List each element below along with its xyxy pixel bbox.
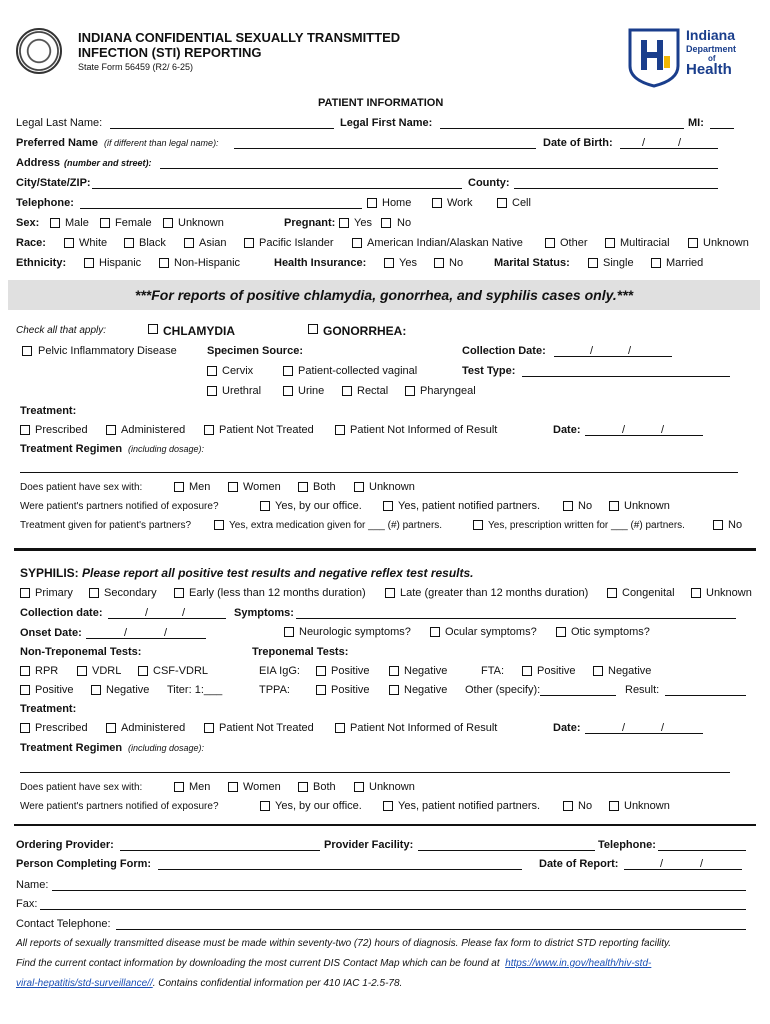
positive-cases-banner: ***For reports of positive chlamydia, gonorrhea, and syphilis cases only.*** bbox=[8, 280, 760, 310]
tppa-negative-label: Negative bbox=[404, 684, 448, 696]
other-specify-field[interactable] bbox=[540, 695, 616, 696]
result-field[interactable] bbox=[665, 695, 746, 696]
syph-otic-label: Otic symptoms? bbox=[571, 626, 650, 638]
pregnant-label: Pregnant: bbox=[284, 217, 336, 229]
patient-info-heading: PATIENT INFORMATION bbox=[318, 97, 444, 109]
provider-facility-field[interactable] bbox=[418, 850, 595, 851]
cg-administered-label: Administered bbox=[121, 424, 186, 436]
tppa-positive-label: Positive bbox=[331, 684, 370, 696]
syph-sex-women-checkbox[interactable] bbox=[228, 782, 238, 792]
person-completing-field[interactable] bbox=[158, 869, 522, 870]
marital-single-label: Single bbox=[603, 257, 634, 269]
sex-unknown-checkbox[interactable] bbox=[163, 218, 173, 228]
cg-sex-with-label: Does patient have sex with: bbox=[20, 482, 143, 493]
race-other-checkbox[interactable] bbox=[545, 238, 555, 248]
race-asian-label: Asian bbox=[199, 237, 227, 249]
county-label: County: bbox=[468, 177, 510, 189]
race-label: Race: bbox=[16, 237, 46, 249]
syph-secondary-checkbox[interactable] bbox=[89, 588, 99, 598]
nt-positive-checkbox[interactable] bbox=[20, 685, 30, 695]
insurance-yes-label: Yes bbox=[399, 257, 417, 269]
race-multiracial-checkbox[interactable] bbox=[605, 238, 615, 248]
sex-female-checkbox[interactable] bbox=[100, 218, 110, 228]
name-field[interactable] bbox=[52, 890, 746, 891]
cg-treatment-date-field[interactable] bbox=[585, 435, 703, 436]
syph-secondary-label: Secondary bbox=[104, 587, 157, 599]
syph-primary-checkbox[interactable] bbox=[20, 588, 30, 598]
cg-rx-written-label: Yes, prescription written for ___ (#) partners. bbox=[488, 520, 685, 531]
syph-regimen-note: (including dosage): bbox=[128, 743, 205, 753]
cg-treatment-given-label: Treatment given for patient's partners? bbox=[20, 520, 192, 531]
rpr-label: RPR bbox=[35, 665, 59, 677]
race-white-label: White bbox=[79, 237, 108, 249]
cg-notified-patient-label: Yes, patient notified partners. bbox=[398, 500, 541, 512]
section-divider bbox=[14, 548, 756, 551]
city-state-zip-label: City/State/ZIP: bbox=[16, 177, 91, 189]
chlamydia-checkbox[interactable] bbox=[148, 324, 158, 334]
nt-positive-label: Positive bbox=[35, 684, 74, 696]
sex-female-label: Female bbox=[115, 217, 152, 229]
cg-partners-notified-label: Were patient's partners notified of exposure? bbox=[20, 501, 219, 512]
fax-label: Fax: bbox=[16, 898, 38, 910]
eia-label: EIA IgG: bbox=[259, 665, 300, 677]
cg-notified-office-label: Yes, by our office. bbox=[275, 500, 362, 512]
race-unknown-checkbox[interactable] bbox=[688, 238, 698, 248]
result-label: Result: bbox=[625, 684, 660, 696]
phone-home-label: Home bbox=[382, 197, 412, 209]
syph-late-checkbox[interactable] bbox=[385, 588, 395, 598]
specimen-cervix-checkbox[interactable] bbox=[207, 366, 217, 376]
cg-not-informed-checkbox[interactable] bbox=[335, 425, 345, 435]
cg-rx-written-checkbox[interactable] bbox=[473, 520, 483, 530]
phone-cell-checkbox[interactable] bbox=[497, 198, 507, 208]
footer-notice-line2: Find the current contact information by downloading the most current DIS Contact Map which can be found at https://www.in.gov/health/hiv-std- bbox=[16, 958, 652, 969]
syph-notified-no-checkbox[interactable] bbox=[563, 801, 573, 811]
syph-unknown-checkbox[interactable] bbox=[691, 588, 701, 598]
syph-notified-patient-label: Yes, patient notified partners. bbox=[398, 800, 541, 812]
syph-notified-no-label: No bbox=[578, 800, 593, 812]
cg-treatment-label: Treatment: bbox=[20, 405, 77, 417]
syph-neurologic-checkbox[interactable] bbox=[284, 627, 294, 637]
cg-notified-unknown-checkbox[interactable] bbox=[609, 501, 619, 511]
specimen-rectal-label: Rectal bbox=[357, 385, 389, 397]
syph-administered-label: Administered bbox=[121, 722, 186, 734]
logo-text-indiana: Indiana bbox=[686, 27, 736, 43]
cg-prescribed-label: Prescribed bbox=[35, 424, 88, 436]
specimen-rectal-checkbox[interactable] bbox=[342, 386, 352, 396]
syph-primary-label: Primary bbox=[35, 587, 73, 599]
csf-vdrl-label: CSF-VDRL bbox=[153, 665, 209, 677]
syph-unknown-label: Unknown bbox=[706, 587, 752, 599]
cg-notified-unknown-label: Unknown bbox=[624, 500, 670, 512]
ethnicity-hispanic-label: Hispanic bbox=[99, 257, 142, 269]
preferred-name-note: (if different than legal name): bbox=[104, 138, 219, 148]
section-divider-2 bbox=[14, 824, 756, 826]
nt-negative-label: Negative bbox=[106, 684, 150, 696]
legal-last-name-label: Legal Last Name: bbox=[16, 117, 103, 129]
health-insurance-label: Health Insurance: bbox=[274, 257, 367, 269]
syph-notified-patient-checkbox[interactable] bbox=[383, 801, 393, 811]
sex-male-label: Male bbox=[65, 217, 89, 229]
race-black-checkbox[interactable] bbox=[124, 238, 134, 248]
syph-notified-office-label: Yes, by our office. bbox=[275, 800, 362, 812]
contact-telephone-field[interactable] bbox=[116, 929, 746, 930]
syph-sex-unknown-checkbox[interactable] bbox=[354, 782, 364, 792]
dis-contact-map-link-cont[interactable]: viral-hepatitis/std-surveillance// bbox=[16, 978, 153, 989]
health-department-logo bbox=[626, 26, 748, 88]
race-white-checkbox[interactable] bbox=[64, 238, 74, 248]
cg-notified-patient-checkbox[interactable] bbox=[383, 501, 393, 511]
cg-sex-both-checkbox[interactable] bbox=[298, 482, 308, 492]
preferred-name-label: Preferred Name bbox=[16, 137, 98, 149]
tppa-negative-checkbox[interactable] bbox=[389, 685, 399, 695]
fta-positive-label: Positive bbox=[537, 665, 576, 677]
city-state-zip-field[interactable] bbox=[92, 188, 462, 189]
non-treponemal-label: Non-Treponemal Tests: bbox=[20, 646, 142, 658]
pid-label: Pelvic Inflammatory Disease bbox=[38, 345, 177, 357]
sex-unknown-label: Unknown bbox=[178, 217, 224, 229]
other-specify-label: Other (specify): bbox=[465, 684, 541, 696]
cg-treatment-no-label: No bbox=[728, 519, 743, 531]
syph-congenital-checkbox[interactable] bbox=[607, 588, 617, 598]
check-all-label: Check all that apply: bbox=[16, 325, 107, 336]
cg-notified-no-checkbox[interactable] bbox=[563, 501, 573, 511]
syph-otic-checkbox[interactable] bbox=[556, 627, 566, 637]
provider-telephone-field[interactable] bbox=[658, 850, 746, 851]
syph-neurologic-label: Neurologic symptoms? bbox=[299, 626, 411, 638]
gonorrhea-label: GONORRHEA: bbox=[323, 324, 407, 338]
ordering-provider-label: Ordering Provider: bbox=[16, 839, 114, 851]
eia-positive-checkbox[interactable] bbox=[316, 666, 326, 676]
cg-sex-unknown-label: Unknown bbox=[369, 481, 415, 493]
date-of-report-label: Date of Report: bbox=[539, 858, 619, 870]
syph-not-informed-checkbox[interactable] bbox=[335, 723, 345, 733]
cg-regimen-field[interactable] bbox=[20, 472, 738, 473]
pregnant-no-checkbox[interactable] bbox=[381, 218, 391, 228]
specimen-pharyngeal-label: Pharyngeal bbox=[420, 385, 476, 397]
fta-label: FTA: bbox=[481, 665, 505, 677]
cg-regimen-note: (including dosage): bbox=[128, 444, 205, 454]
county-field[interactable] bbox=[514, 188, 718, 189]
syph-notified-unknown-label: Unknown bbox=[624, 800, 670, 812]
syph-sex-unknown-label: Unknown bbox=[369, 781, 415, 793]
specimen-urine-label: Urine bbox=[298, 385, 325, 397]
specimen-vaginal-checkbox[interactable] bbox=[283, 366, 293, 376]
cg-treatment-date-label: Date: bbox=[553, 424, 581, 436]
race-unknown-label: Unknown bbox=[703, 237, 749, 249]
syph-notified-unknown-checkbox[interactable] bbox=[609, 801, 619, 811]
phone-home-checkbox[interactable] bbox=[367, 198, 377, 208]
cg-prescribed-checkbox[interactable] bbox=[20, 425, 30, 435]
insurance-no-label: No bbox=[449, 257, 464, 269]
test-type-field[interactable] bbox=[522, 376, 730, 377]
pregnant-no-label: No bbox=[397, 217, 412, 229]
specimen-vaginal-label: Patient-collected vaginal bbox=[298, 365, 418, 377]
vdrl-checkbox[interactable] bbox=[77, 666, 87, 676]
form-number: State Form 56459 (R2/ 6-25) bbox=[78, 62, 194, 72]
logo-text-department: Department bbox=[686, 44, 737, 54]
tppa-positive-checkbox[interactable] bbox=[316, 685, 326, 695]
provider-telephone-label: Telephone: bbox=[598, 839, 656, 851]
cg-collection-date-field[interactable] bbox=[554, 356, 672, 357]
race-american-indian-label: American Indian/Alaskan Native bbox=[367, 237, 523, 249]
address-label: Address bbox=[16, 157, 61, 169]
titer-label: Titer: 1:___ bbox=[167, 684, 223, 696]
marital-single-checkbox[interactable] bbox=[588, 258, 598, 268]
telephone-label: Telephone: bbox=[16, 197, 74, 209]
cg-not-treated-label: Patient Not Treated bbox=[219, 424, 314, 436]
logo-text-health: Health bbox=[686, 61, 732, 78]
pregnant-yes-checkbox[interactable] bbox=[339, 218, 349, 228]
pregnant-yes-label: Yes bbox=[354, 217, 372, 229]
specimen-cervix-label: Cervix bbox=[222, 365, 254, 377]
cg-extra-med-label: Yes, extra medication given for ___ (#) partners. bbox=[229, 520, 443, 531]
cg-extra-med-checkbox[interactable] bbox=[214, 520, 224, 530]
dob-field[interactable] bbox=[620, 148, 718, 149]
treponemal-label: Treponemal Tests: bbox=[252, 646, 349, 658]
cg-sex-women-label: Women bbox=[243, 481, 281, 493]
syph-treatment-label: Treatment: bbox=[20, 703, 77, 715]
telephone-field[interactable] bbox=[80, 208, 362, 209]
syph-onset-date-field[interactable] bbox=[86, 638, 206, 639]
mi-field[interactable] bbox=[710, 128, 734, 129]
phone-work-checkbox[interactable] bbox=[432, 198, 442, 208]
syph-prescribed-label: Prescribed bbox=[35, 722, 88, 734]
ethnicity-non-hispanic-label: Non-Hispanic bbox=[174, 257, 241, 269]
cg-sex-unknown-checkbox[interactable] bbox=[354, 482, 364, 492]
cg-not-treated-checkbox[interactable] bbox=[204, 425, 214, 435]
cg-sex-women-checkbox[interactable] bbox=[228, 482, 238, 492]
syph-collection-date-label: Collection date: bbox=[20, 607, 103, 619]
address-note: (number and street): bbox=[64, 158, 152, 168]
syph-treatment-date-field[interactable] bbox=[585, 733, 703, 734]
specimen-urethral-checkbox[interactable] bbox=[207, 386, 217, 396]
syph-administered-checkbox[interactable] bbox=[106, 723, 116, 733]
fta-negative-checkbox[interactable] bbox=[593, 666, 603, 676]
syph-early-label: Early (less than 12 months duration) bbox=[189, 587, 366, 599]
legal-first-name-field[interactable] bbox=[440, 128, 684, 129]
eia-negative-checkbox[interactable] bbox=[389, 666, 399, 676]
ethnicity-hispanic-checkbox[interactable] bbox=[84, 258, 94, 268]
ordering-provider-field[interactable] bbox=[120, 850, 320, 851]
cg-notified-office-checkbox[interactable] bbox=[260, 501, 270, 511]
date-of-report-field[interactable] bbox=[624, 869, 742, 870]
race-pacific-checkbox[interactable] bbox=[244, 238, 254, 248]
cg-collection-date-label: Collection Date: bbox=[462, 345, 546, 357]
eia-positive-label: Positive bbox=[331, 665, 370, 677]
specimen-pharyngeal-checkbox[interactable] bbox=[405, 386, 415, 396]
ethnicity-label: Ethnicity: bbox=[16, 257, 67, 269]
footer-notice-line3: viral-hepatitis/std-surveillance//. Contains confidential information per 410 IAC 1-2.5-78. bbox=[16, 978, 403, 989]
sex-male-checkbox[interactable] bbox=[50, 218, 60, 228]
syph-onset-date-label: Onset Date: bbox=[20, 627, 82, 639]
marital-married-label: Married bbox=[666, 257, 704, 269]
race-other-label: Other bbox=[560, 237, 588, 249]
name-label: Name: bbox=[16, 879, 49, 891]
syph-sex-with-label: Does patient have sex with: bbox=[20, 782, 143, 793]
syph-sex-women-label: Women bbox=[243, 781, 281, 793]
cg-regimen-label: Treatment Regimen bbox=[20, 443, 123, 455]
syph-prescribed-checkbox[interactable] bbox=[20, 723, 30, 733]
form-title-line1: INDIANA CONFIDENTIAL SEXUALLY TRANSMITTED bbox=[78, 30, 401, 45]
syph-ocular-checkbox[interactable] bbox=[430, 627, 440, 637]
nt-negative-checkbox[interactable] bbox=[91, 685, 101, 695]
legal-first-name-label: Legal First Name: bbox=[340, 117, 433, 129]
test-type-label: Test Type: bbox=[462, 365, 516, 377]
syph-early-checkbox[interactable] bbox=[174, 588, 184, 598]
marital-status-label: Marital Status: bbox=[494, 257, 570, 269]
specimen-source-label: Specimen Source: bbox=[207, 345, 303, 357]
phone-work-label: Work bbox=[447, 197, 473, 209]
legal-last-name-field[interactable] bbox=[110, 128, 334, 129]
marital-married-checkbox[interactable] bbox=[651, 258, 661, 268]
syph-late-label: Late (greater than 12 months duration) bbox=[400, 587, 589, 599]
race-american-indian-checkbox[interactable] bbox=[352, 238, 362, 248]
fta-negative-label: Negative bbox=[608, 665, 652, 677]
syph-collection-date-field[interactable] bbox=[108, 618, 226, 619]
cg-treatment-no-checkbox[interactable] bbox=[713, 520, 723, 530]
insurance-yes-checkbox[interactable] bbox=[384, 258, 394, 268]
race-multiracial-label: Multiracial bbox=[620, 237, 670, 249]
dis-contact-map-link[interactable]: https://www.in.gov/health/hiv-std- bbox=[505, 958, 652, 969]
syph-sex-men-label: Men bbox=[189, 781, 211, 793]
chlamydia-label: CHLAMYDIA bbox=[163, 324, 235, 338]
syph-not-informed-label: Patient Not Informed of Result bbox=[350, 722, 498, 734]
indiana-shield-icon bbox=[626, 26, 684, 88]
race-pacific-label: Pacific Islander bbox=[259, 237, 334, 249]
gonorrhea-checkbox[interactable] bbox=[308, 324, 318, 334]
syph-symptoms-label: Symptoms: bbox=[234, 607, 294, 619]
syph-not-treated-label: Patient Not Treated bbox=[219, 722, 314, 734]
eia-negative-label: Negative bbox=[404, 665, 448, 677]
preferred-name-field[interactable] bbox=[234, 148, 536, 149]
syph-regimen-field[interactable] bbox=[20, 772, 730, 773]
person-completing-label: Person Completing Form: bbox=[16, 858, 152, 870]
mi-label: MI: bbox=[688, 117, 704, 129]
syph-ocular-label: Ocular symptoms? bbox=[445, 626, 537, 638]
cg-administered-checkbox[interactable] bbox=[106, 425, 116, 435]
csf-vdrl-checkbox[interactable] bbox=[138, 666, 148, 676]
syph-sex-men-checkbox[interactable] bbox=[174, 782, 184, 792]
vdrl-label: VDRL bbox=[92, 665, 122, 677]
syph-sex-both-label: Both bbox=[313, 781, 336, 793]
footer-notice-line1: All reports of sexually transmitted disease must be made within seventy-two (72) hours of diagnosis. Please fax form to district STD reporting facility. bbox=[16, 938, 672, 949]
cg-sex-men-checkbox[interactable] bbox=[174, 482, 184, 492]
cg-not-informed-label: Patient Not Informed of Result bbox=[350, 424, 498, 436]
fax-field[interactable] bbox=[40, 909, 746, 910]
tppa-label: TPPA: bbox=[259, 684, 290, 696]
cg-sex-men-label: Men bbox=[189, 481, 211, 493]
specimen-urine-checkbox[interactable] bbox=[283, 386, 293, 396]
pid-checkbox[interactable] bbox=[22, 346, 32, 356]
race-asian-checkbox[interactable] bbox=[184, 238, 194, 248]
syph-regimen-label: Treatment Regimen bbox=[20, 742, 123, 754]
cg-notified-no-label: No bbox=[578, 500, 593, 512]
form-title-line2: INFECTION (STI) REPORTING bbox=[78, 45, 262, 60]
fta-positive-checkbox[interactable] bbox=[522, 666, 532, 676]
syph-symptoms-field[interactable] bbox=[296, 618, 736, 619]
race-black-label: Black bbox=[139, 237, 166, 249]
syph-sex-both-checkbox[interactable] bbox=[298, 782, 308, 792]
ethnicity-non-hispanic-checkbox[interactable] bbox=[159, 258, 169, 268]
contact-telephone-label: Contact Telephone: bbox=[16, 918, 111, 930]
insurance-no-checkbox[interactable] bbox=[434, 258, 444, 268]
cg-sex-both-label: Both bbox=[313, 481, 336, 493]
rpr-checkbox[interactable] bbox=[20, 666, 30, 676]
syph-partners-notified-label: Were patient's partners notified of exposure? bbox=[20, 801, 219, 812]
syph-not-treated-checkbox[interactable] bbox=[204, 723, 214, 733]
provider-facility-label: Provider Facility: bbox=[324, 839, 414, 851]
syphilis-heading: SYPHILIS: Please report all positive test results and negative reflex test results. bbox=[20, 566, 474, 580]
syph-treatment-date-label: Date: bbox=[553, 722, 581, 734]
state-seal bbox=[16, 28, 62, 74]
syph-congenital-label: Congenital bbox=[622, 587, 675, 599]
specimen-urethral-label: Urethral bbox=[222, 385, 262, 397]
sex-label: Sex: bbox=[16, 217, 40, 229]
logo-text-of: of bbox=[708, 54, 716, 63]
address-field[interactable] bbox=[160, 168, 718, 169]
phone-cell-label: Cell bbox=[512, 197, 531, 209]
dob-label: Date of Birth: bbox=[543, 137, 613, 149]
syph-notified-office-checkbox[interactable] bbox=[260, 801, 270, 811]
